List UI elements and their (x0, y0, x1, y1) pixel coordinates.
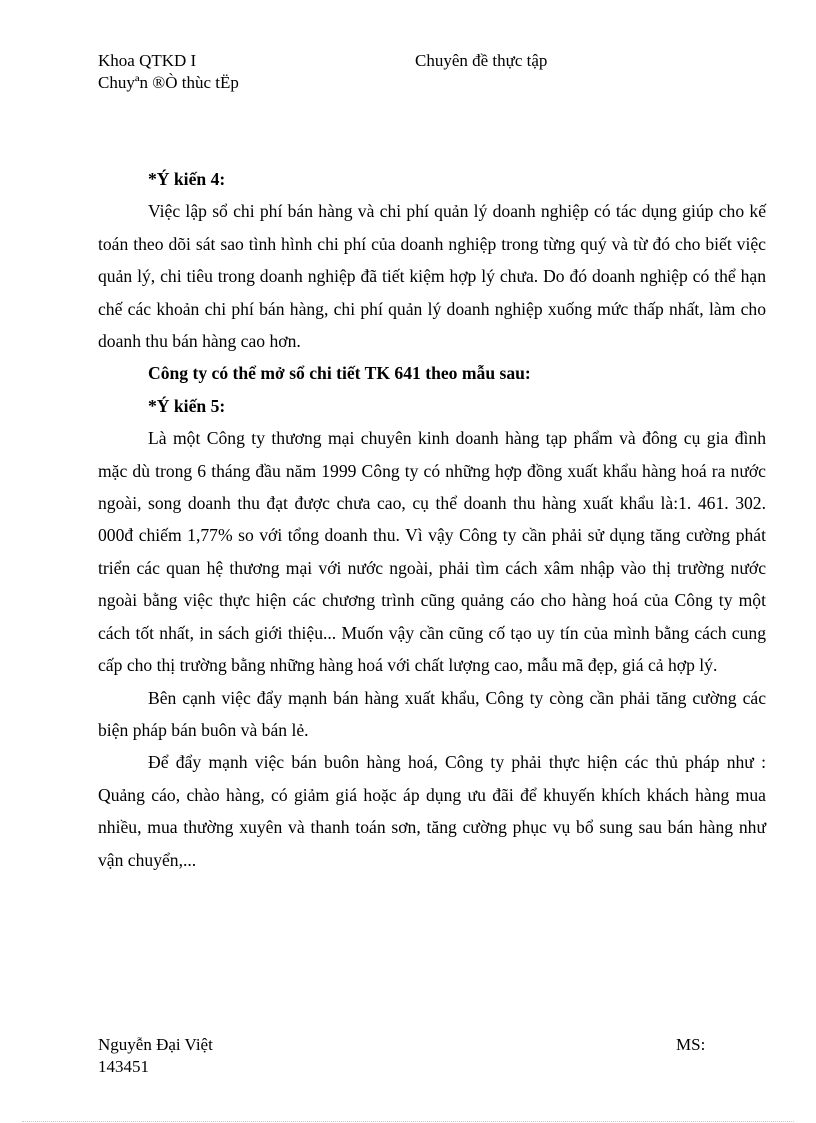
header-left (98, 50, 239, 94)
footer-id-number: 143451 (98, 1057, 149, 1076)
ledger-heading: Công ty có thể mở sổ chi tiết TK 641 theo mẫu sau: (148, 363, 531, 384)
footer-author: Nguyễn Đại Việt (98, 1035, 213, 1054)
footer-ms-label: MS: (676, 1035, 706, 1054)
paragraph-wholesale-retail: Bên cạnh việc đẩy mạnh bán hàng xuất khẩu, Công ty còng cần phải tăng cường các biện pháp bán buôn và bán lẻ. (98, 687, 766, 740)
header-right-title: Chuyên đề thực tập (415, 51, 548, 70)
opinion-4-heading: *Ý kiến 4: (148, 169, 226, 189)
paragraph-wholesale-measures: Để đẩy mạnh việc bán buôn hàng hoá, Công ty phải thực hiện các thủ pháp như : Quảng cáo, chào hàng, có giảm giá hoặc áp dụng ưu đãi để khuyến khích khách hàng mua nhiều, mua thường xuyên và thanh toán sơn, tăng cường phục vụ bổ sung sau bán hàng như vận chuyển,... (98, 752, 766, 870)
footer-left (98, 1034, 213, 1078)
paragraph-opinion-4: Việc lập sổ chi phí bán hàng và chi phí quản lý doanh nghiệp có tác dụng giúp cho kế toán theo dõi sát sao tình hình chi phí của doanh nghiệp trong từng quý và từ đó cho biết việc quản lý, chi tiêu trong doanh nghiệp đã tiết kiệm hợp lý chưa. Do đó doanh nghiệp có thể hạn chế các khoản chi phí bán hàng, chi phí quản lý doanh nghiệp xuống mức thấp nhất, làm cho doanh thu bán hàng cao hơn. (98, 201, 766, 352)
document-body (98, 163, 766, 876)
opinion-5-heading: *Ý kiến 5: (148, 395, 226, 416)
page-bottom-rule (22, 1121, 794, 1122)
header-faculty: Khoa QTKD I (98, 51, 197, 70)
header-subtitle-garbled: Chuyªn ®Ò thùc tËp (98, 73, 239, 92)
paragraph-opinion-5: Là một Công ty thương mại chuyên kinh doanh hàng tạp phẩm và đông cụ gia đình mặc dù trong 6 tháng đầu năm 1999 Công ty có những hợp đồng xuất khẩu hàng hoá ra nước ngoài, song doanh thu đạt được chưa cao, cụ thể doanh thu hàng xuất khẩu là:1. 461. 302. 000đ chiếm 1,77% so với tổng doanh thu. Vì vậy Công ty cần phải sử dụng tăng cường phát triển các quan hệ thương mại với nước ngoài, phải tìm cách xâm nhập vào thị trường nước ngoài bằng việc thực hiện các chương trình cũng quảng cáo cho hàng hoá của Công ty một cách tốt nhất, in sách giới thiệu... Muốn vậy cần cũng cố tạo uy tín của mình bằng cách cung cấp cho thị trường bằng những hàng hoá với chất lượng cao, mẫu mã đẹp, giá cả hợp lý. (98, 428, 766, 676)
